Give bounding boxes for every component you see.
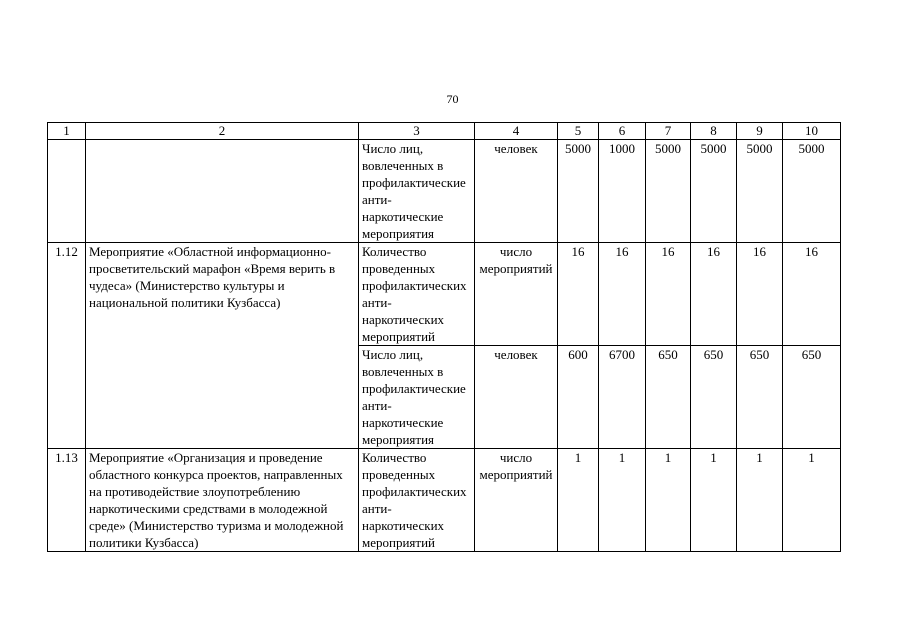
value-cell: 1 [783,449,841,552]
table-row [48,449,841,552]
event-cell: Мероприятие «Областной информационно-просветительский марафон «Время верить в чудеса» (Министерство культуры и национальной политики Кузбасса) [86,243,359,449]
event-cell: Мероприятие «Организация и проведение областного конкурса проектов, направленных на противодействие злоупотреблению наркотическими средствами в молодежной среде» (Министерство туризма и молодежной политики Кузбасса) [86,449,359,552]
value-cell: 1 [691,449,737,552]
page-number: 70 [446,92,459,106]
value-cell: 5000 [646,140,691,243]
indicator-cell: Количество проведенных профилактических анти-наркотических мероприятий [359,449,475,552]
indicator-cell: Количество проведенных профилактических анти-наркотических мероприятий [359,243,475,346]
column-number: 2 [86,123,359,140]
value-cell: 1000 [599,140,646,243]
value-cell: 5000 [691,140,737,243]
value-cell: 650 [691,346,737,449]
value-cell: 650 [783,346,841,449]
column-number: 5 [558,123,599,140]
unit-cell: человек [475,140,558,243]
column-number: 3 [359,123,475,140]
unit-cell: число мероприятий [475,449,558,552]
value-cell: 5000 [737,140,783,243]
program-indicators-table [47,122,841,552]
value-cell: 1 [558,449,599,552]
column-number: 6 [599,123,646,140]
value-cell: 16 [599,243,646,346]
value-cell: 16 [646,243,691,346]
value-cell: 16 [558,243,599,346]
value-cell: 16 [783,243,841,346]
table-row [48,243,841,346]
column-number: 7 [646,123,691,140]
column-number-row [48,123,841,140]
value-cell: 1 [646,449,691,552]
value-cell: 16 [737,243,783,346]
row-number-cell [48,140,86,243]
column-number: 4 [475,123,558,140]
value-cell: 600 [558,346,599,449]
value-cell: 5000 [558,140,599,243]
table-row [48,140,841,243]
indicator-cell: Число лиц, вовлеченных в профилактические анти-наркотические мероприятия [359,346,475,449]
value-cell: 650 [737,346,783,449]
indicator-cell: Число лиц, вовлеченных в профилактические анти-наркотические мероприятия [359,140,475,243]
value-cell: 1 [737,449,783,552]
value-cell: 650 [646,346,691,449]
value-cell: 6700 [599,346,646,449]
unit-cell: число мероприятий [475,243,558,346]
column-number: 8 [691,123,737,140]
column-number: 1 [48,123,86,140]
value-cell: 1 [599,449,646,552]
value-cell: 16 [691,243,737,346]
value-cell: 5000 [783,140,841,243]
event-cell [86,140,359,243]
unit-cell: человек [475,346,558,449]
column-number: 9 [737,123,783,140]
row-number-cell: 1.12 [48,243,86,449]
row-number-cell: 1.13 [48,449,86,552]
column-number: 10 [783,123,841,140]
